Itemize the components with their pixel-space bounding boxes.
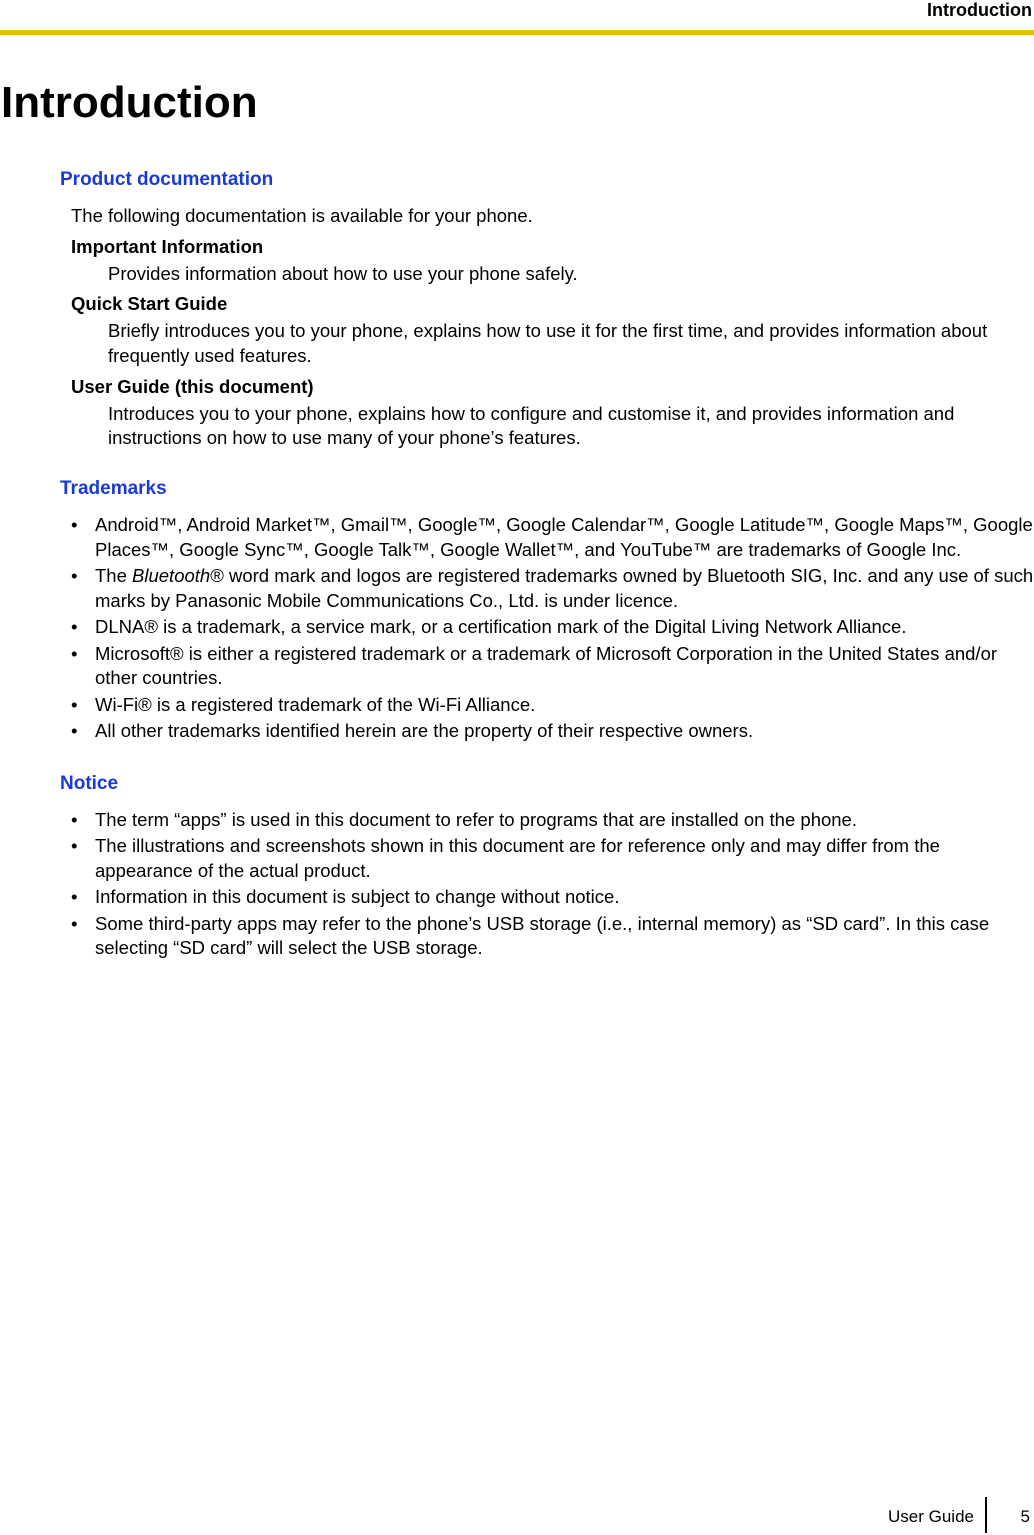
header-rule	[0, 30, 1034, 35]
doc-term-important-information: Important Information	[71, 235, 264, 257]
list-item	[60, 834, 1034, 884]
notice-heading: Notice	[60, 772, 119, 794]
notice-text: The term “apps” is used in this document to refer to programs that are installed on the phone.	[95, 808, 857, 830]
trademark-text-suffix: ® word mark and logos are registered trademarks owned by Bluetooth SIG, Inc. and any use of such marks by Panasonic Mobile Communications Co., Ltd. is under licence.	[95, 565, 1034, 612]
doc-desc-important-information: Provides information about how to use your phone safely.	[108, 262, 578, 284]
trademarks-list	[60, 513, 1034, 744]
doc-desc-quick-start-guide: Briefly introduces you to your phone, explains how to use it for the first time, and provides information about frequently used features.	[108, 320, 988, 366]
bullet-icon: •	[71, 514, 78, 536]
trademark-text: Android™, Android Market™, Gmail™, Google™, Google Calendar™, Google Latitude™, Google Maps™, Google Places™, Google Sync™, Google Talk™, Google Wallet™, and YouTube™ are trademarks of Google Inc.	[95, 514, 1033, 560]
bullet-icon: •	[71, 835, 78, 857]
trademark-text: All other trademarks identified herein are the property of their respective owners.	[95, 720, 754, 742]
notice-section	[60, 770, 1034, 961]
list-item	[60, 912, 1034, 962]
trademark-text: Microsoft® is either a registered trademark or a trademark of Microsoft Corporation in the United States and/or other countries.	[95, 642, 998, 689]
bullet-icon: •	[71, 720, 78, 742]
notice-text: Information in this document is subject to change without notice.	[95, 886, 620, 908]
footer-document-label: User Guide	[888, 1507, 974, 1526]
doc-term-quick-start-guide: Quick Start Guide	[71, 293, 228, 315]
bullet-icon: •	[71, 616, 78, 638]
trademark-text-prefix: The	[95, 565, 133, 587]
trademark-text: Wi-Fi® is a registered trademark of the Wi-Fi Alliance.	[95, 693, 536, 715]
list-item	[60, 513, 1034, 563]
footer-divider	[985, 1497, 987, 1533]
trademarks-section	[60, 475, 1034, 744]
trademark-text-italic: Bluetooth	[132, 565, 211, 587]
footer-page-number: 5	[1020, 1507, 1030, 1526]
list-item	[60, 693, 1034, 718]
product-documentation-section	[60, 166, 1034, 451]
bullet-icon: •	[71, 808, 78, 830]
list-item	[60, 808, 1034, 833]
notice-text: Some third-party apps may refer to the phone’s USB storage (i.e., internal memory) as “SD card”. In this case selecting “SD card” will select the USB storage.	[95, 912, 990, 959]
list-item	[60, 885, 1034, 910]
notice-text: The illustrations and screenshots shown in this document are for reference only and may differ from the appearance of the actual product.	[95, 835, 940, 881]
bullet-icon: •	[71, 642, 78, 664]
list-item	[60, 615, 1034, 640]
bullet-icon: •	[71, 912, 78, 934]
notice-list	[60, 808, 1034, 961]
list-item	[60, 564, 1034, 614]
product-documentation-heading: Product documentation	[60, 169, 274, 190]
page-content	[60, 166, 1034, 963]
list-item	[60, 719, 1034, 744]
page-title: Introduction	[1, 78, 258, 127]
bullet-icon: •	[71, 886, 78, 908]
bullet-icon: •	[71, 565, 78, 587]
trademark-text: DLNA® is a trademark, a service mark, or a certification mark of the Digital Living Network Alliance.	[95, 616, 907, 638]
doc-desc-user-guide: Introduces you to your phone, explains how to configure and customise it, and provides information and instructions on how to use many of your phone’s features.	[108, 402, 955, 449]
list-item	[60, 642, 1034, 692]
product-documentation-intro: The following documentation is available for your phone.	[71, 205, 533, 226]
running-header-title: Introduction	[927, 0, 1032, 20]
trademarks-heading: Trademarks	[60, 478, 167, 500]
doc-term-user-guide: User Guide (this document)	[71, 375, 314, 397]
bullet-icon: •	[71, 693, 78, 715]
